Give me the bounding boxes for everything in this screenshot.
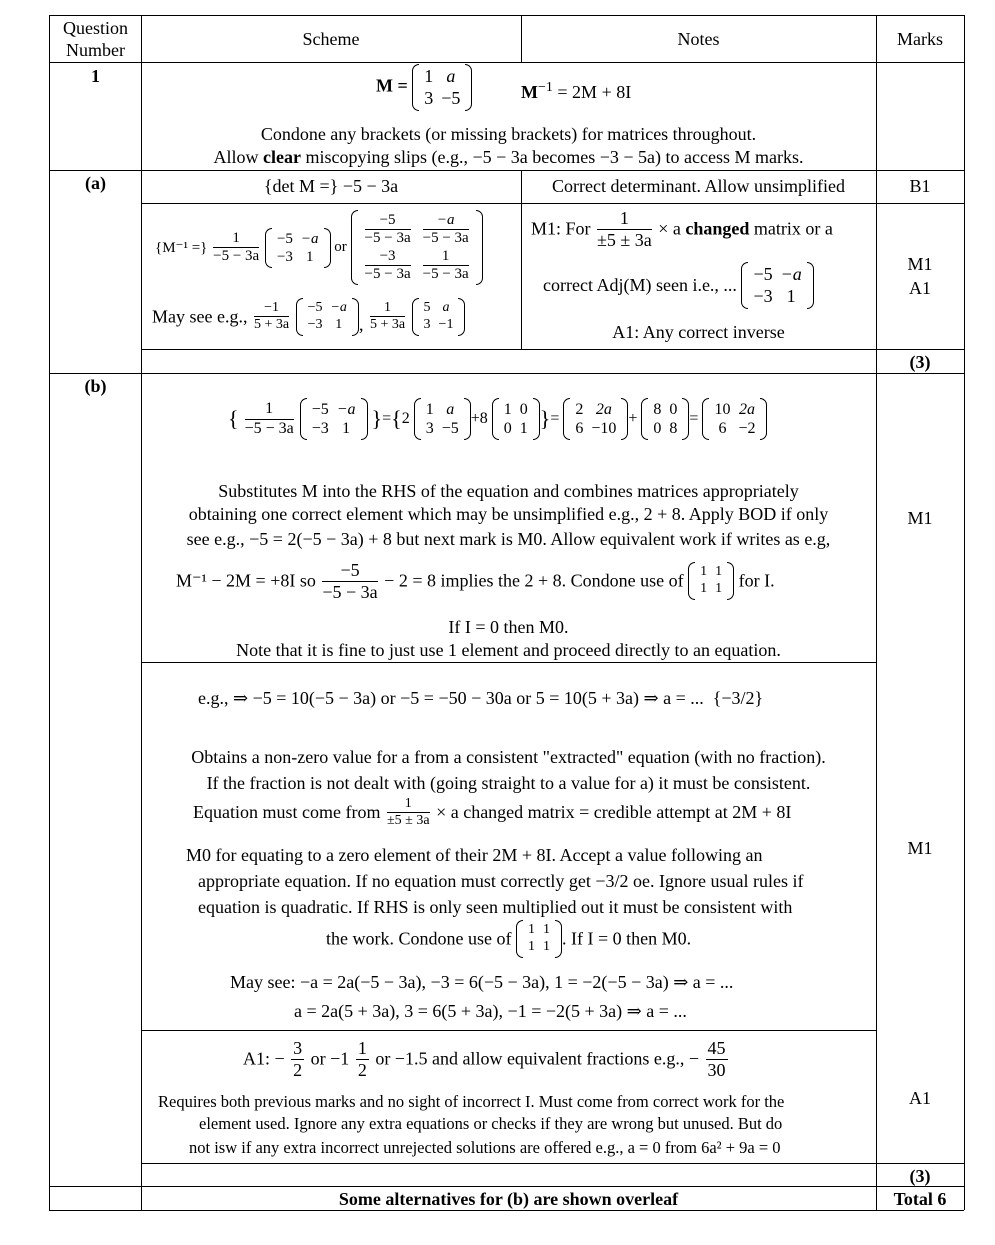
adj-note: correct Adj(M) seen i.e., ... −5 −a −3 1	[543, 262, 814, 309]
sub-note-3: see e.g., −5 = 2(−5 − 3a) + 8 but next mark is M0. Allow equivalent work if writes as e.g,	[186, 529, 831, 549]
inverse-scheme: {M⁻¹ =} $\frac{1}{-5 - 3a}$ −5 −a −3 1 or $\frac{-5}{-5 - 3a}$ $\frac{-a}{-5 - 3a}$ $\frac{-3}{-5 - 3a}$ $\frac{1}{-5 - 3a}$	[155, 210, 483, 285]
obtain-note-7: the work. Condone use of 1 1 1 1 . If I = 0 then M0.	[326, 920, 691, 958]
part-b-total: (3)	[909, 1166, 931, 1186]
sub-note-6: Note that it is fine to just use 1 element and proceed directly to an equation.	[236, 640, 781, 660]
grid-line	[964, 15, 965, 1210]
requires-note-2: element used. Ignore any extra equations or checks if they are wrong but unused. But do	[199, 1114, 783, 1133]
inverse-full-matrix: $\frac{-5}{-5 - 3a}$ $\frac{-a}{-5 - 3a}$ $\frac{-3}{-5 - 3a}$ $\frac{1}{-5 - 3a}$	[351, 210, 483, 285]
sub-note-1: Substitutes M into the RHS of the equation and combines matrices appropriately	[218, 481, 799, 501]
sub-note-5: If I = 0 then M0.	[448, 617, 569, 637]
grid-line	[49, 15, 964, 16]
det-note: Correct determinant. Allow unsimplified	[552, 176, 845, 196]
alternatives-note: Some alternatives for (b) are shown overleaf	[338, 1189, 679, 1209]
header-marks: Marks	[897, 29, 943, 49]
part-b-label: (b)	[84, 376, 107, 396]
obtain-note-1: Obtains a non-zero value for a from a consistent "extracted" equation (with no fraction).	[191, 747, 826, 767]
part-a-label: (a)	[85, 173, 106, 193]
grid-line	[141, 1163, 964, 1164]
grid-line	[141, 1030, 876, 1031]
mark-m1: M1	[907, 254, 933, 274]
mark-a1-b: A1	[909, 1088, 931, 1108]
eg-equation: e.g., ⇒ −5 = 10(−5 − 3a) or −5 = −50 − 30a or 5 = 10(5 + 3a) ⇒ a = ... {−3/2}	[198, 688, 764, 708]
adjugate-matrix: −5 −a −3 1	[265, 228, 331, 268]
grand-total: Total 6	[893, 1189, 947, 1209]
grid-line	[141, 203, 964, 204]
part-a-total: (3)	[909, 352, 931, 372]
grid-line	[141, 662, 876, 663]
requires-note-3: not isw if any extra incorrect unrejected solutions are offered e.g., a = 0 from 6a² + 9a = 0	[189, 1138, 781, 1157]
obtain-note-2: If the fraction is not dealt with (going straight to a value for a) it must be consistent.	[206, 773, 811, 793]
given-matrix-m: M = 1 a 3 −5	[376, 64, 472, 111]
sub-note-4: M⁻¹ − 2M = +8I so $\frac{-5}{-5 - 3a}$ − 2 = 8 implies the 2 + 8. Condone use of 1 1 1 1 for I.	[176, 560, 775, 602]
may-see-2: a = 2a(5 + 3a), 3 = 6(5 + 3a), −1 = −2(5 + 3a) ⇒ a = ...	[294, 1001, 687, 1021]
a1-note: A1: Any correct inverse	[612, 322, 785, 342]
grid-line	[49, 1186, 964, 1187]
obtain-note-4: M0 for equating to a zero element of their 2M + 8I. Accept a value following an	[186, 845, 763, 865]
grid-line	[49, 62, 964, 63]
sub-note-2: obtaining one correct element which may be unsimplified e.g., 2 + 8. Apply BOD if only	[188, 504, 829, 524]
grid-line	[49, 170, 964, 171]
question-number: 1	[91, 66, 100, 86]
header-question-number: Question Number	[63, 18, 128, 60]
grid-line	[49, 1210, 964, 1211]
given-equation: $M^{-1} = 2M + 8I$	[521, 80, 632, 102]
condone-note: Condone any brackets (or missing brackets) for matrices throughout.	[260, 124, 757, 144]
m1-note: M1: For $\frac{1}{\pm 5 \pm 3a}$ × a changed matrix or a	[531, 208, 833, 250]
allow-note: Allow clear miscopying slips (e.g., −5 − 3a becomes −3 − 5a) to access M marks.	[213, 147, 804, 167]
mark-b1: B1	[909, 176, 931, 196]
mark-m1-b1: M1	[907, 508, 933, 528]
grid-line	[141, 349, 964, 350]
det-scheme: {det M =} −5 − 3a	[263, 176, 399, 196]
requires-note-1: Requires both previous marks and no sight of incorrect I. Must come from correct work for the	[158, 1092, 785, 1111]
obtain-note-3: Equation must come from $\frac{1}{\pm 5 \pm 3a}$ × a changed matrix = credible attempt at 2M + 8I	[193, 796, 792, 829]
grid-line	[49, 15, 50, 1210]
header-notes: Notes	[677, 29, 720, 49]
header-scheme: Scheme	[302, 29, 360, 49]
obtain-note-5: appropriate equation. If no equation must correctly get −3/2 oe. Ignore usual rules if	[198, 871, 804, 891]
a1-answer: A1: − $\frac{3}{2}$ or −1 $\frac{1}{2}$ or −1.5 and allow equivalent fractions e.g., − $\frac{45}{30}$	[243, 1038, 726, 1080]
obtain-note-6: equation is quadratic. If RHS is only seen multiplied out it must be consistent with	[198, 897, 793, 917]
grid-line	[49, 373, 964, 374]
matrix-m: 1 a 3 −5	[412, 64, 472, 111]
mark-m1-b2: M1	[907, 838, 933, 858]
may-see-1: May see: −a = 2a(−5 − 3a), −3 = 6(−5 − 3a), 1 = −2(−5 − 3a) ⇒ a = ...	[230, 972, 734, 992]
may-see-alternatives: May see e.g., $\frac{-1}{5 + 3a}$ −5 −a −3 1 , $\frac{1}{5 + 3a}$ 5 a 3 −1	[152, 298, 465, 336]
substitution-equation: { $\frac{1}{-5 - 3a}$ −5 −a −3 1 }={2 1 a 3 −5 +8 1 0 0 1 }= 2 2a 6 −10 + 8 0 0 8 = 10 2a 6 −2	[228, 398, 767, 440]
mark-a1: A1	[909, 278, 931, 298]
